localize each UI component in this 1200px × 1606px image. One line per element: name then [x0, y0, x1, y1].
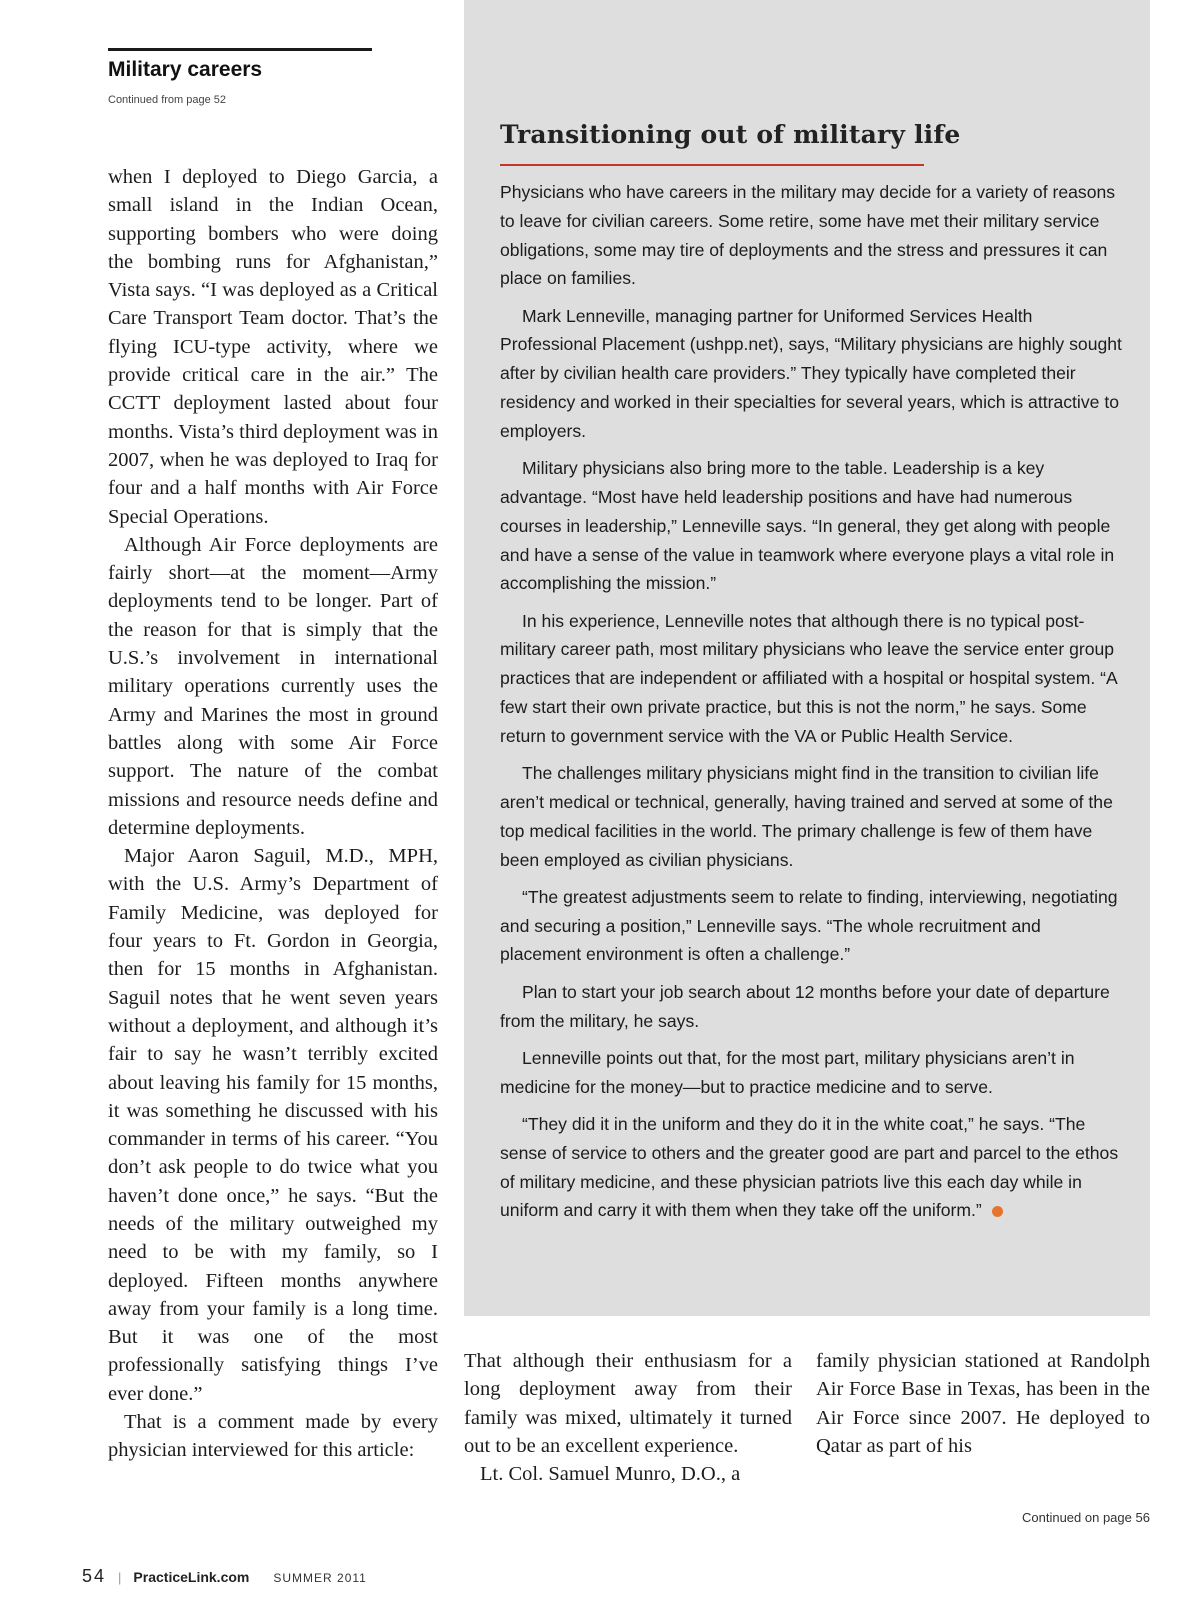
sidebar-last-text: “They did it in the uniform and they do it in the white coat,” he says. “The sense of service to others and the greater good are part and parcel to the ethos of military medicine, and these physician patriots live this each day while in uniform and carry it with them when they take off the uniform.”	[500, 1113, 1119, 1221]
site-name: PracticeLink.com	[133, 1569, 250, 1585]
sidebar-title-rule	[500, 164, 924, 166]
page-number: 54	[82, 1566, 107, 1586]
end-mark-icon	[992, 1206, 1003, 1217]
issue-label: SUMMER 2011	[273, 1571, 367, 1585]
sidebar-body	[500, 178, 1124, 1234]
article-column-3	[816, 1347, 1150, 1460]
article-column-2	[464, 1347, 792, 1488]
sidebar-paragraph: The challenges military physicians might find in the transition to civilian life aren’t medical or technical, generally, having trained and served at some of the top medical facilities in the world. The primary challenge is few of them have been employed as civilian physicians.	[500, 763, 1113, 870]
article-paragraph: That is a comment made by every physician interviewed for this article:	[108, 1411, 438, 1462]
article-paragraph: when I deployed to Diego Garcia, a small island in the Indian Ocean, supporting bombers who were doing the bombing runs for Afghanistan,” Vista says. “I was deployed as a Critical Care Transport Team doctor. That’s the flying ICU-type activity, where we provide critical care in the air.” The CCTT deployment lasted about four months. Vista’s third deployment was in 2007, when he was deployed to Iraq for four and a half months with Air Force Special Operations.	[108, 166, 438, 528]
sidebar-box	[464, 0, 1150, 1316]
header-rule	[108, 48, 372, 51]
article-paragraph: Although Air Force deployments are fairly short—at the moment—Army deployments tend to be longer. Part of the reason for that is simply that the U.S.’s involvement in international military operations currently uses the Army and Marines the most in ground battles along with some Air Force support. The nature of the combat missions and resource needs define and determine deployments.	[108, 533, 438, 839]
continued-on-note: Continued on page 56	[1022, 1510, 1150, 1525]
page-footer	[82, 1566, 367, 1587]
sidebar-paragraph: Military physicians also bring more to the table. Leadership is a key advantage. “Most have held leadership positions and have had numerous courses in leadership,” Lenneville says. “In general, they get along with people and have a sense of the value in teamwork where everyone plays a vital role in accomplishing the mission.”	[500, 458, 1115, 594]
sidebar-title: Transitioning out of military life	[500, 120, 961, 149]
section-label: Military careers	[108, 58, 263, 81]
article-paragraph: family physician stationed at Randolph Air Force Base in Texas, has been in the Air Force since 2007. He deployed to Qatar as part of his	[816, 1350, 1150, 1457]
sidebar-paragraph: Mark Lenneville, managing partner for Uniformed Services Health Professional Placement (ushpp.net), says, “Military physicians are highly sought after by civilian health care providers.” They typically have completed their residency and worked in their specialties for several years, which is attractive to employers.	[500, 305, 1122, 441]
sidebar-paragraph: Physicians who have careers in the military may decide for a variety of reasons to leave for civilian careers. Some retire, some have met their military service obligations, some may tire of deployments and the stress and pressures it can place on families.	[500, 182, 1116, 289]
sidebar-paragraph: Plan to start your job search about 12 months before your date of departure from the military, he says.	[500, 981, 1110, 1031]
footer-separator: |	[118, 1570, 122, 1585]
continued-from-note: Continued from page 52	[108, 94, 227, 106]
sidebar-paragraph-last	[500, 1110, 1124, 1225]
article-paragraph: Lt. Col. Samuel Munro, D.O., a	[480, 1463, 741, 1486]
sidebar-paragraph: “The greatest adjustments seem to relate to finding, interviewing, negotiating and securing a position,” Lenneville says. “The whole recruitment and placement environment is often a challenge.”	[500, 886, 1118, 965]
article-paragraph: That although their enthusiasm for a long deployment away from their family was mixed, ultimately it turned out to be an excellent experience.	[464, 1350, 792, 1457]
article-paragraph: Major Aaron Saguil, M.D., MPH, with the U.S. Army’s Department of Family Medicine, was deployed for four years to Ft. Gordon in Georgia, then for 15 months in Afghanistan. Saguil notes that he went seven years without a deployment, and although it’s fair to say he wasn’t terribly excited about leaving his family for 15 months, it was something he discussed with his commander in terms of his career. “You don’t ask people to do twice what you haven’t done once,” he says. “But the needs of the military outweighed my need to be with my family, so I deployed. Fifteen months anywhere away from your family is a long time. But it was one of the most professionally satisfying things I’ve ever done.”	[108, 845, 438, 1405]
sidebar-paragraph: In his experience, Lenneville notes that although there is no typical post-military career path, most military physicians who leave the service enter group practices that are independent or affiliated with a hospital or hospital system. “A few start their own private practice, but this is not the norm,” he says. Some return to government service with the VA or Public Health Service.	[500, 610, 1117, 746]
sidebar-paragraph: Lenneville points out that, for the most part, military physicians aren’t in medicine for the money—but to practice medicine and to serve.	[500, 1047, 1075, 1097]
article-column-1	[108, 163, 438, 1465]
